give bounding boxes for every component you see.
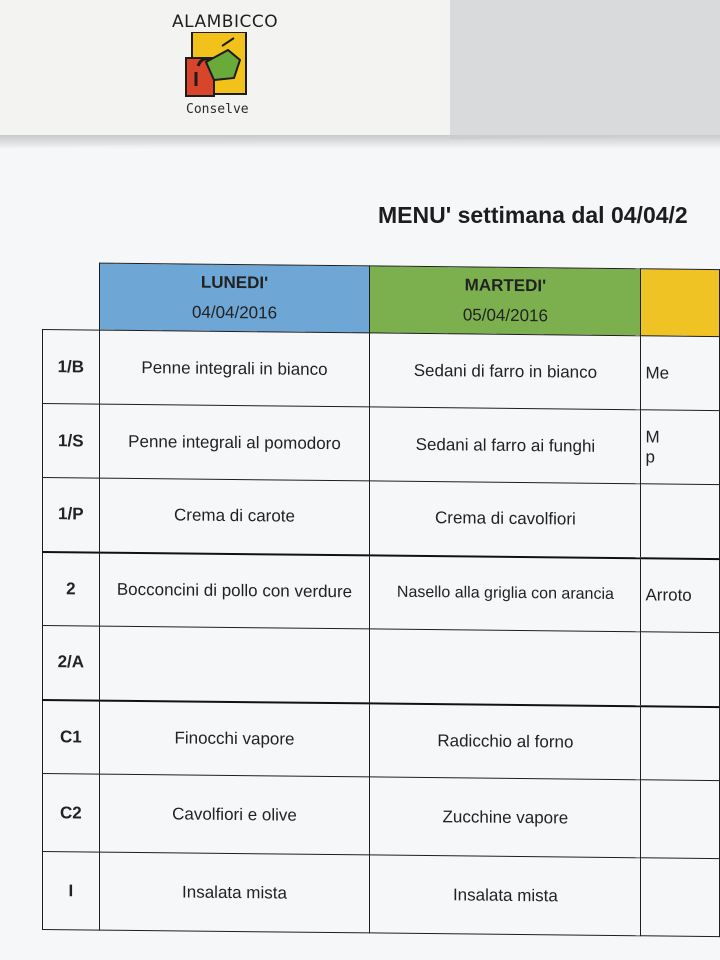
course-code: 1/P [43,478,100,553]
course-code: 2/A [43,626,100,701]
dish-cell: Finocchi vapore [99,700,370,777]
dish-cell: Penne integrali in bianco [99,330,370,407]
dish-cell: Penne integrali al pomodoro [99,404,370,481]
dish-cell: Radicchio al forno [370,703,641,780]
day-name: LUNEDI' [200,272,269,293]
day-name: MARTEDI' [464,275,547,296]
dish-cell: Sedani di farro in bianco [370,333,641,410]
alembic-icon [184,32,248,98]
table-row [43,774,720,859]
day-header-monday [99,263,370,333]
logo-brand: ALAMBICCO [172,12,279,32]
dish-cell [641,780,720,859]
header-row [43,263,720,337]
dish-cell: Bocconcini di pollo con verdure [99,552,370,629]
menu-title: MENU' settimana dal 04/04/2 [378,202,688,228]
alambicco-logo [172,10,282,122]
day-name [645,297,715,298]
table-row [43,330,720,411]
dish-cell: Insalata mista [99,852,370,933]
course-code: 2 [43,552,100,627]
sheet-shadow [0,135,720,149]
day-date: 05/04/2016 [462,305,548,326]
course-code: 1/B [43,330,100,405]
dish-cell: Arroto [641,558,720,633]
dish-cell: M p [641,410,720,485]
table-row [43,852,720,937]
day-header-tuesday [370,266,641,336]
dish-cell [641,484,720,559]
day-date [645,307,715,308]
dish-cell: Zucchine vapore [370,777,641,858]
day-header-wednesday [641,269,720,337]
dish-cell [99,626,370,703]
corner-cell [43,263,100,331]
dish-cell: Cavolfiori e olive [99,774,370,855]
table-row [43,404,720,485]
dish-cell: Nasello alla griglia con arancia [370,555,641,632]
dish-cell [641,632,720,707]
course-code: 1/S [43,404,100,479]
dish-cell [370,629,641,706]
dish-cell: Me [641,336,720,411]
dish-cell: Sedani al farro ai funghi [370,407,641,484]
menu-table [42,262,720,937]
dish-cell: Crema di carote [99,478,370,555]
course-code: C2 [43,774,100,853]
table-row [43,478,720,559]
dish-cell: Insalata mista [370,855,641,936]
table-row [43,700,720,781]
course-code: C1 [43,700,100,775]
dish-cell: Crema di cavolfiori [370,481,641,558]
day-date: 04/04/2016 [191,302,278,323]
table-row [43,552,720,633]
dish-cell [641,706,720,781]
course-code: I [43,852,100,931]
logo-location: Conselve [186,102,249,117]
dish-cell [641,858,720,937]
table-row [43,626,720,707]
